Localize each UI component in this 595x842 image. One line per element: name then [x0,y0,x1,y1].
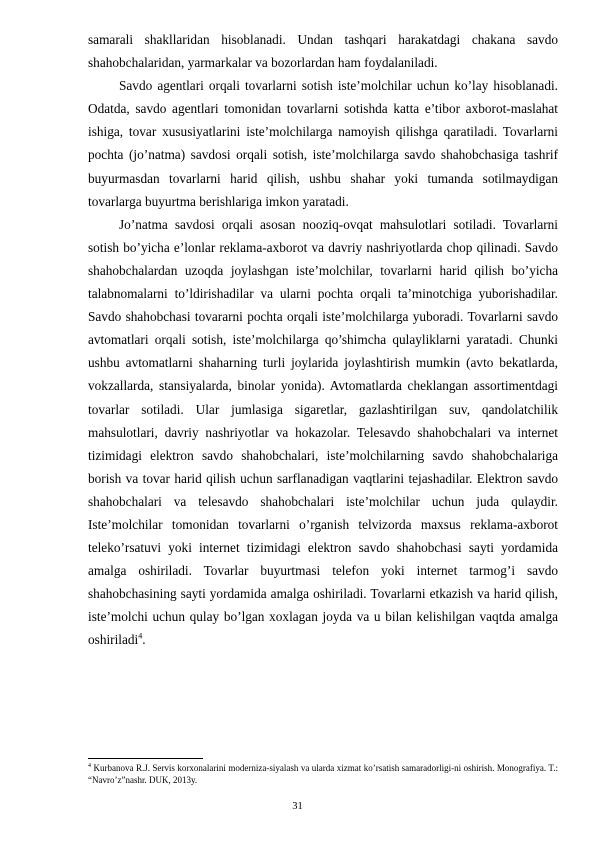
paragraph-mail-order-text: Jo’natma savdosi orqali asosan nooziq-ovqat mahsulotlari sotiladi. Tovarlarni sotish bo’yicha e’lonlar reklama-axborot va davriy nashriyotlarda chop qilinadi. Savdo shahobchalardan uzoqda joylashgan iste’molchilar, tovarlarni harid qilish bo’yicha talabnomalarni to’ldirishadilar va ularni pochta orqali ta’minotchiga yuborishadilar. Savdo shahobchasi tovararni pochta orqali iste’molchilarga yuboradi. Tovarlarni savdo avtomatlari orqali sotish, iste’molchilarga qo’shimcha qulayliklarni yaratadi. Chunki ushbu avtomatlarni shaharning turli joylarida joylashtirish mumkin (avto bekatlarda, vokzallarda, stansiyalarda, binolar yonida). Avtomatlarda cheklangan assortimentdagi tovarlar sotiladi. Ular jumlasiga sigaretlar, gazlashtirilgan suv, qandolatchilik mahsulotlari, davriy nashriyotlar va hokazolar. Telesavdo shahobchalari va internet tizimidagi elektron savdo shahobchalari, iste’molchilarning savdo shahobchalariga borish va tovar harid qilish uchun sarflanadigan vaqtlarini tejashadilar. Elektron savdo shahobchalari va telesavdo shahobchalari iste’molchilar uchun juda qulaydir. Iste’molchilar tomonidan tovarlarni o’rganish telvizorda maxsus reklama-axborot teleko’rsatuvi yoki internet tizimidagi elektron savdo shahobchasi sayti yordamida amalga oshiriladi. Tovarlar buyurtmasi telefon yoki internet tarmog’i savdo shahobchasining sayti yordamida amalga oshiriladi. Tovarlarni etkazish va harid qilish, iste’molchi uchun qulay bo’lgan xoxlagan joyda va u bilan kelishilgan vaqtda amalga oshiriladi [88,216,558,648]
footnote-separator [88,758,203,759]
paragraph-continuation: samarali shakllaridan hisoblanadi. Undan tashqari harakatdagi chakana savdo shahobchalaridan, yarmarkalar va bozorlardan ham foydalaniladi. [88,32,558,71]
paragraph-mail-order [88,213,558,652]
paragraph-end-punctuation: . [142,632,146,648]
footnote-reference: 4 [138,632,143,642]
footnote [88,762,558,786]
paragraph-sales-agents: Savdo agentlari orqali tovarlarni sotish iste’molchilar uchun ko’lay hisoblanadi. Odatda, savdo agentlari tomonidan tovarlarni sotishda katta e’tibor axborot-maslahat ishiga, tovar xususiyatlarini iste’molchilarga namoyish qilishga qaratiladi. Tovarlarni pochta (jo’natma) savdosi orqali sotish, iste’molchilarga savdo shahobchasiga tashrif buyurmasdan tovarlarni harid qilish, ushbu shahar yoki tumanda sotilmaydigan tovarlarga buyurtma berishlariga imkon yaratadi. [88,78,558,209]
body-text [88,28,558,652]
footnote-marker: 4 [88,763,91,769]
footnote-text: Kurbanova R.J. Servis korxonalarini moderniza-siyalash va ularda xizmat ko’rsatish samaradorligi-ni oshirish. Monografiya. T.: “Navro’z”nashr. DUK, 2013y. [88,763,558,785]
page-number: 31 [292,801,303,812]
